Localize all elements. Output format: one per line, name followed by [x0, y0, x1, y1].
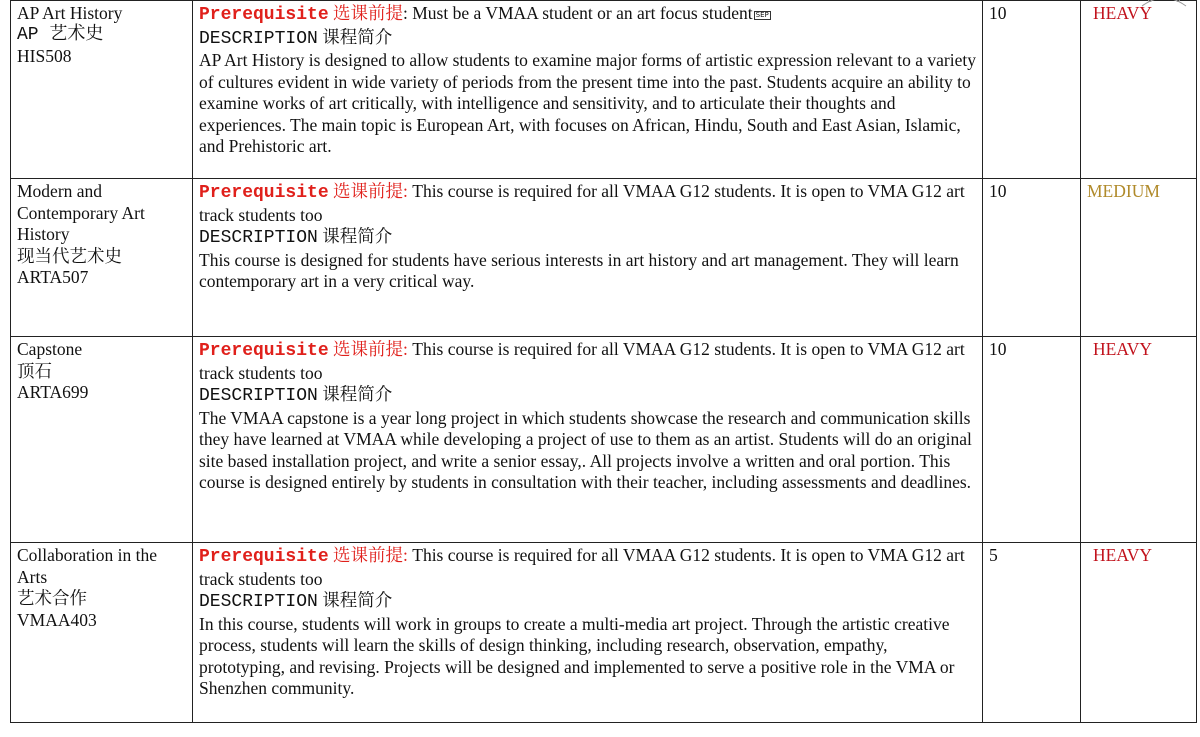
credits-value: 5	[989, 545, 998, 565]
description-label: DESCRIPTION	[199, 228, 318, 248]
credits-value: 10	[989, 181, 1007, 201]
prerequisite-line	[199, 339, 976, 384]
description-text: In this course, students will work in groups to create a multi-media art project. Through the artistic creative process, students will learn the skills of design thinking, including research, observation, empathy, prototyping, and revising. Projects will be designed and implemented to serve a positive role in the VMA or Shenzhen community.	[199, 613, 955, 698]
table-row	[11, 543, 1197, 723]
prerequisite-separator: :	[403, 181, 408, 201]
prerequisite-label: Prerequisite	[199, 341, 329, 361]
prerequisite-label-cn: 选课前提	[333, 3, 403, 23]
table-row	[11, 1, 1197, 179]
course-code: ARTA507	[17, 267, 89, 287]
course-name-cell	[11, 337, 193, 543]
prerequisite-line	[199, 181, 976, 226]
prerequisite-text: This course is required for all VMAA G12 students. It is open to VMA G12 art track students too	[199, 181, 965, 225]
description-text: This course is designed for students have serious interests in art history and art management. They will learn contemporary art in a very critical way.	[199, 249, 959, 291]
prerequisite-label-cn: 选课前提	[333, 181, 403, 201]
course-code: ARTA699	[17, 382, 89, 402]
course-name-cell	[11, 543, 193, 723]
prerequisite-separator: :	[403, 3, 408, 23]
workload-cell	[1081, 1, 1197, 179]
course-info-cell	[193, 1, 983, 179]
description-label-cn: 课程简介	[322, 26, 393, 47]
course-catalog-page	[10, 0, 1196, 723]
workload-badge: HEAVY	[1093, 3, 1152, 23]
description-heading	[199, 590, 976, 614]
course-info-cell	[193, 179, 983, 337]
credits-cell	[983, 337, 1081, 543]
description-label: DESCRIPTION	[199, 592, 318, 612]
description-text: AP Art History is designed to allow students to examine major forms of artistic expression relevant to a variety of cultures evident in wide variety of periods from the present time into the past. Students acquire an ability to examine works of art critically, with intelligence and sensitivity, and to articulate their thoughts and experiences. The main topic is European Art, with focuses on African, Hindu, South and East Asian, Islamic, and Prehistoric art.	[199, 50, 976, 156]
prerequisite-label: Prerequisite	[199, 5, 329, 25]
course-name-cn: 顶石	[17, 360, 52, 381]
course-name-cn: AP 艺术史	[17, 24, 104, 45]
workload-badge: HEAVY	[1093, 339, 1152, 359]
course-name-cn: 现当代艺术史	[17, 245, 122, 266]
description-label-cn: 课程简介	[322, 590, 393, 610]
prerequisite-line	[199, 3, 976, 27]
prerequisite-separator: :	[403, 545, 408, 565]
description-label-cn: 课程简介	[322, 226, 393, 246]
course-table	[10, 0, 1197, 723]
course-name-en: AP Art History	[17, 3, 123, 23]
description-text: The VMAA capstone is a year long project in which students showcase the research and communication skills they have learned at VMAA while developing a project of use to them as an artist. Students will do an original site based installation project, and write a senior essay,. All projects involve a written and oral portion. This course is designed entirely by students in consultation with their teacher, including assessments and deadlines.	[199, 407, 972, 492]
course-name-en: Modern and Contemporary Art History	[17, 181, 145, 244]
course-name-en: Capstone	[17, 339, 83, 359]
course-name-en: Collaboration in the Arts	[17, 545, 157, 587]
table-row	[11, 179, 1197, 337]
course-name-cell	[11, 179, 193, 337]
prerequisite-separator: :	[403, 339, 408, 359]
course-code: VMAA403	[17, 609, 97, 630]
prerequisite-label: Prerequisite	[199, 183, 329, 203]
course-code: HIS508	[17, 46, 72, 66]
workload-cell	[1081, 543, 1197, 723]
prerequisite-text: This course is required for all VMAA G12 students. It is open to VMA G12 art track students too	[199, 339, 965, 383]
sep-mark-icon: SEP	[755, 11, 769, 19]
course-name-cn: 艺术合作	[17, 588, 87, 608]
table-row	[11, 337, 1197, 543]
description-heading	[199, 27, 976, 51]
description-label: DESCRIPTION	[199, 386, 318, 406]
credits-cell	[983, 1, 1081, 179]
workload-cell	[1081, 179, 1197, 337]
credits-cell	[983, 179, 1081, 337]
workload-badge: HEAVY	[1093, 545, 1152, 565]
credits-value: 10	[989, 339, 1007, 359]
prerequisite-label-cn: 选课前提	[333, 339, 403, 359]
credits-value: 10	[989, 3, 1007, 23]
description-heading	[199, 226, 976, 250]
workload-badge: MEDIUM	[1087, 181, 1160, 201]
course-info-cell	[193, 543, 983, 723]
credits-cell	[983, 543, 1081, 723]
prerequisite-label-cn: 选课前提	[333, 545, 403, 565]
prerequisite-text: Must be a VMAA student or an art focus student	[412, 3, 753, 23]
prerequisite-text: This course is required for all VMAA G12 students. It is open to VMA G12 art track students too	[199, 545, 965, 589]
description-heading	[199, 384, 976, 408]
description-label-cn: 课程简介	[322, 384, 393, 404]
prerequisite-line	[199, 545, 976, 590]
course-info-cell	[193, 337, 983, 543]
seal-stamp-icon	[1140, 0, 1188, 10]
prerequisite-label: Prerequisite	[199, 547, 329, 567]
description-label: DESCRIPTION	[199, 28, 318, 49]
course-name-cell	[11, 1, 193, 179]
workload-cell	[1081, 337, 1197, 543]
